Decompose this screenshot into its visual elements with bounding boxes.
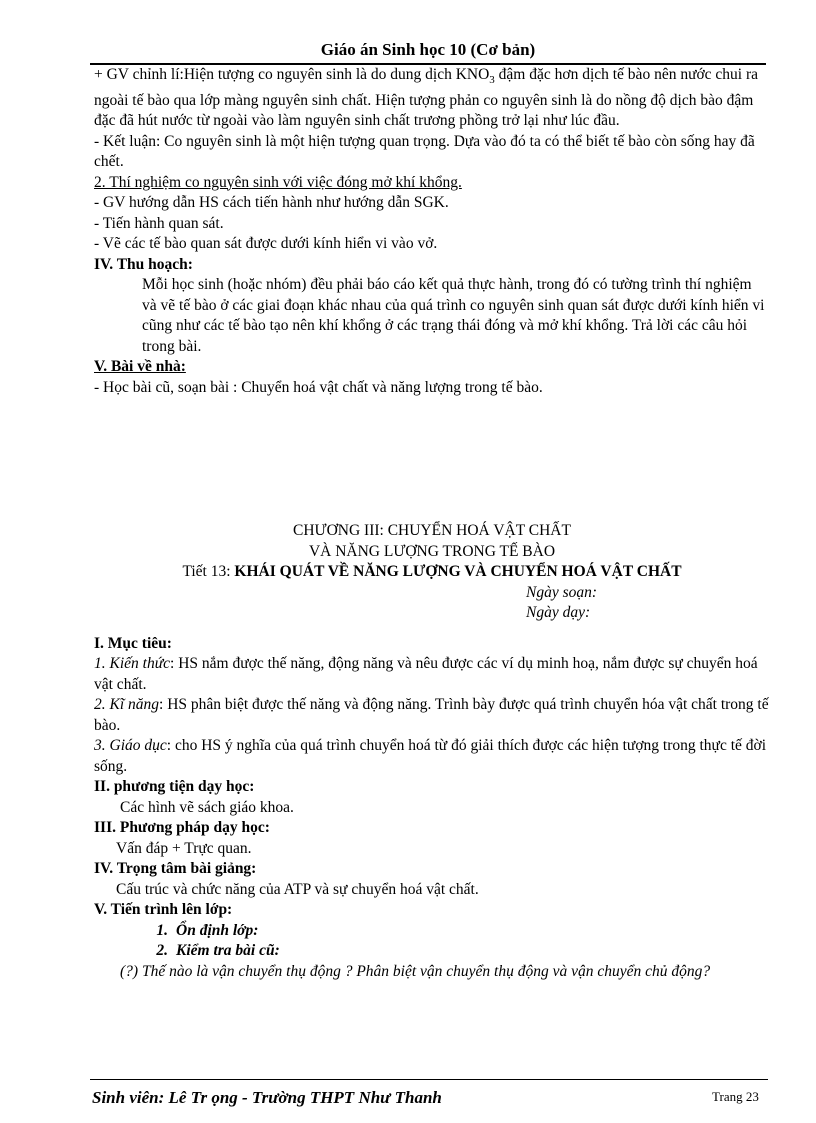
focus-heading: IV. Trọng tâm bài giảng: — [94, 860, 257, 878]
date-taught: Ngày dạy: — [526, 604, 591, 622]
conclusion: - Kết luận: Co nguyên sinh là một hiện tượng quan trọng. Dựa vào đó ta có thể biết tế bào còn sống hay đã chết. — [94, 132, 755, 171]
experiment-2-title: 2. Thí nghiệm co nguyên sinh với việc đóng mở khí khổng. — [94, 173, 462, 191]
objectives-heading: I. Mục tiêu: — [94, 634, 172, 652]
objective-education: 3. Giáo dục: cho HS ý nghĩa của quá trình chuyển hoá từ đó giải thích được các hiện tượng trong thực tế đời sống. — [94, 737, 767, 775]
methods-heading: III. Phương pháp dạy học: — [94, 819, 270, 837]
review-question: (?) Thế nào là vận chuyển thụ động ? Phân biệt vận chuyển thụ động và vận chuyển chủ động? — [120, 962, 711, 980]
footer-rule — [90, 1079, 768, 1080]
progress-step-1: 1. Ổn định lớp: — [156, 921, 259, 939]
progress-step-2: 2. Kiểm tra bài cũ: — [156, 942, 280, 960]
harvest-text: Mỗi học sinh (hoặc nhóm) đều phải báo cáo kết quả thực hành, trong đó có tường trình thí nghiệm và vẽ tế bào ở các giai đoạn khác nhau của quá trình co nguyên sinh quan sát được dưới kính hiển vi cũng như các tế bào tạo nên khí khổng ở các trạng thái đóng và mở khí khổng. Trả lời các câu hỏi trong bài. — [142, 276, 765, 355]
lesson-title: Tiết 13: KHÁI QUÁT VỀ NĂNG LƯỢNG VÀ CHUYỂN HOÁ VẬT CHẤT — [182, 563, 682, 581]
progress-heading: V. Tiến trình lên lớp: — [94, 901, 233, 919]
document-body — [94, 65, 770, 982]
homework-heading: V. Bài về nhà: — [94, 358, 186, 376]
harvest-heading: IV. Thu hoạch: — [94, 255, 193, 273]
spacer — [94, 398, 770, 521]
page-header-title: Giáo án Sinh học 10 (Cơ bản) — [320, 40, 536, 59]
objective-knowledge: 1. Kiến thức: HS nắm được thế năng, động năng và nêu được các ví dụ minh hoạ, nắm được sự chuyển hoá vật chất. — [94, 655, 758, 693]
chapter-title-line-2: VÀ NĂNG LƯỢNG TRONG TẾ BÀO — [308, 542, 556, 560]
experiment-step: - Vẽ các tế bào quan sát được dưới kính hiển vi vào vở. — [94, 235, 438, 253]
experiment-step: - Tiến hành quan sát. — [94, 214, 224, 232]
means-heading: II. phương tiện dạy học: — [94, 778, 255, 796]
methods-text: Vấn đáp + Trực quan. — [116, 839, 252, 857]
page-number: Trang 23 — [712, 1089, 759, 1104]
spacer — [94, 624, 770, 634]
teacher-correction: + GV chỉnh lí:Hiện tượng co nguyên sinh là do dung dịch $KNO_3$ đậm đặc hơn dịch tế bào nên nước chui ra ngoài tế bào qua lớp màng nguyên sinh chất. Hiện tượng phản co nguyên sinh là do nồng độ dịch bào đậm đặc đã hút nước từ ngoài vào làm nguyên sinh chất trương phồng trở lại như lúc đầu. — [94, 66, 759, 130]
means-text: Các hình vẽ sách giáo khoa. — [120, 798, 294, 816]
chapter-title-line-1: CHƯƠNG III: CHUYỂN HOÁ VẬT CHẤT — [293, 522, 571, 540]
footer-author: Sinh viên: Lê Tr ọng - Trường THPT Như Thanh — [92, 1088, 442, 1107]
homework-text: - Học bài cũ, soạn bài : Chuyển hoá vật chất và năng lượng trong tế bào. — [94, 378, 543, 396]
experiment-step: - GV hướng dẫn HS cách tiến hành như hướng dẫn SGK. — [94, 194, 449, 212]
focus-text: Cấu trúc và chức năng của ATP và sự chuyển hoá vật chất. — [116, 880, 479, 898]
objective-skills: 2. Kĩ năng: HS phân biệt được thế năng và động năng. Trình bày được quá trình chuyển hóa vật chất trong tế bào. — [94, 696, 769, 734]
date-prepared: Ngày soạn: — [526, 583, 598, 601]
